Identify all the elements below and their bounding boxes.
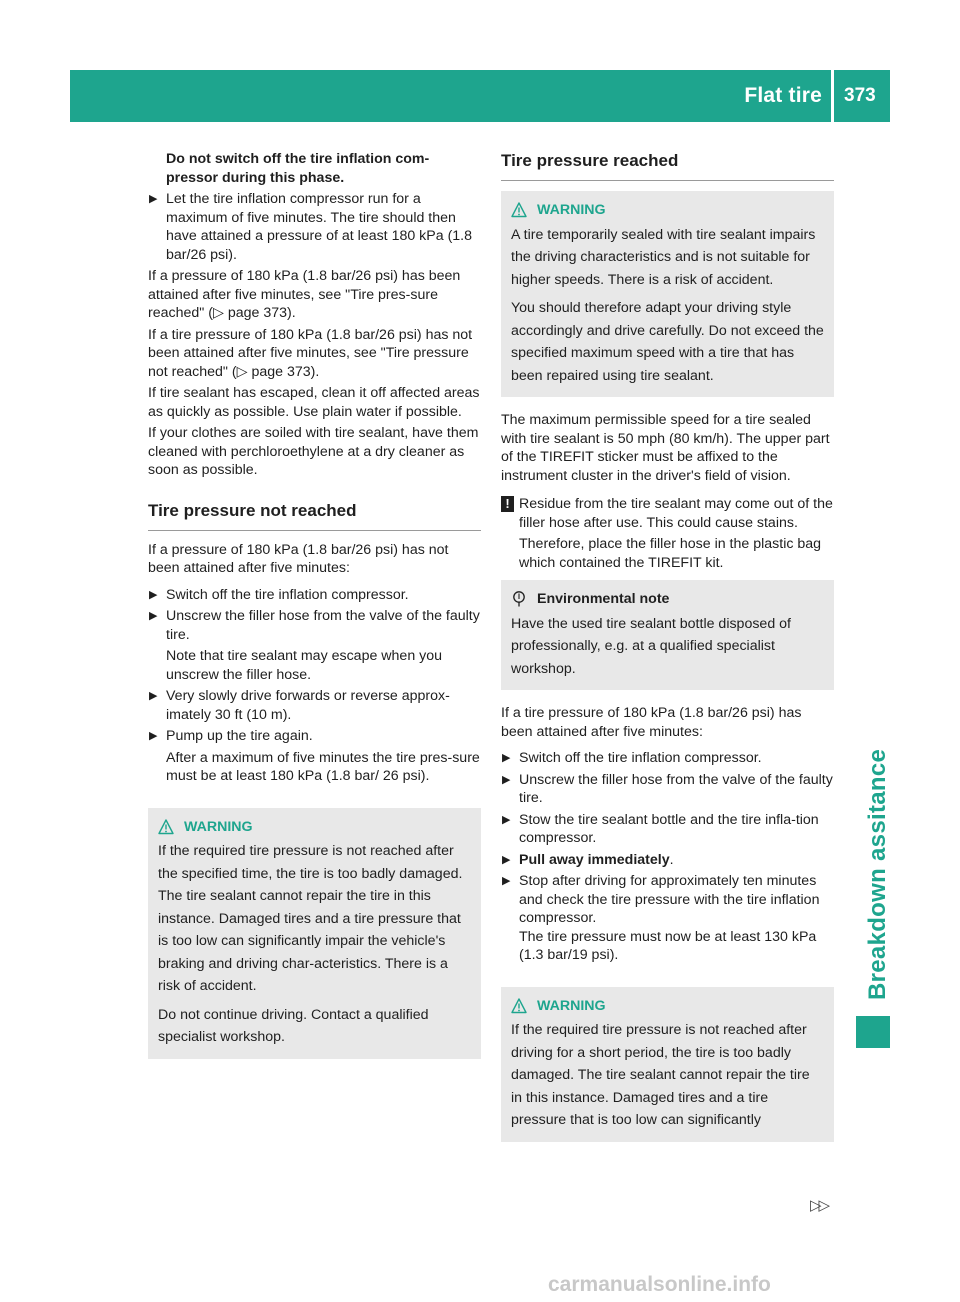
arrow-bullet-icon: ▶: [149, 690, 158, 702]
warning-text: A tire temporarily sealed with tire sealant impairs the driving characteristics and is not suitable for higher speeds. There is a risk of accident.: [511, 226, 816, 288]
list-item: [501, 749, 834, 768]
notice-text: Residue from the tire sealant may come out of the filler hose after use. This could cause stains.: [519, 496, 833, 531]
warning-header: [511, 995, 824, 1018]
list-item-text: Switch off the tire inflation compressor.: [166, 586, 409, 603]
warning-label: WARNING: [184, 818, 253, 835]
lightbulb-icon: [511, 590, 527, 608]
paragraph: If a pressure of 180 kPa (1.8 bar/26 psi) has not been attained after five minutes:: [148, 541, 449, 576]
warning-text: Do not continue driving. Contact a qualified specialist workshop.: [158, 1006, 429, 1045]
list-item: [148, 687, 481, 724]
chapter-title: Flat tire: [744, 84, 822, 107]
list-item-text: Stow the tire sealant bottle and the tire infla-tion compressor.: [519, 811, 819, 846]
arrow-bullet-icon: ▶: [149, 193, 158, 205]
environmental-note-header: [511, 588, 824, 611]
arrow-bullet-icon: ▶: [502, 752, 511, 764]
paragraph: If a tire pressure of 180 kPa (1.8 bar/26 psi) has been attained after five minutes:: [501, 705, 802, 740]
intro-bold-note: Do not switch off the tire inflation com-pressor during this phase.: [166, 151, 430, 186]
arrow-bullet-icon: ▶: [149, 610, 158, 622]
list-item: [501, 771, 834, 808]
right-column: [501, 150, 834, 1156]
arrow-bullet-icon: ▶: [149, 730, 158, 742]
list-item-text: Very slowly drive forwards or reverse approx-imately 30 ft (10 m).: [166, 688, 450, 723]
warning-box: [501, 191, 834, 397]
notice-text: Therefore, place the filler hose in the plastic bag which contained the TIREFIT kit.: [519, 536, 822, 571]
arrow-bullet-icon: ▶: [502, 853, 511, 866]
warning-triangle-icon: [158, 819, 174, 835]
side-tab-block: [856, 1016, 890, 1048]
warning-text: You should therefore adapt your driving style accordingly and drive carefully. Do not exceed the specified maximum speed with a tire that has been repaired using tire sealant.: [511, 300, 824, 384]
list-item-text: Unscrew the filler hose from the valve of the faulty tire.: [519, 771, 833, 806]
list-item: [148, 586, 481, 605]
header-divider: [831, 70, 834, 122]
environmental-note-text: Have the used tire sealant bottle disposed of professionally, e.g. at a qualified specialist workshop.: [511, 615, 791, 677]
paragraph: If tire sealant has escaped, clean it off affected areas as quickly as possible. Use plain water if possible.: [148, 385, 480, 420]
warning-triangle-icon: [511, 998, 527, 1014]
section-title: Tire pressure reached: [501, 150, 834, 181]
page-number: 373: [844, 85, 876, 106]
list-item: [501, 872, 834, 965]
continue-arrow-icon: ▷▷: [810, 1197, 828, 1214]
warning-label: WARNING: [537, 997, 606, 1014]
left-column: [148, 150, 481, 1073]
arrow-bullet-icon: ▶: [149, 588, 158, 601]
list-item-text: Switch off the tire inflation compressor.: [519, 750, 762, 766]
list-item: [148, 607, 481, 684]
arrow-bullet-icon: ▶: [502, 875, 511, 887]
warning-box: [501, 987, 834, 1142]
warning-text: If the required tire pressure is not reached after driving for a short period, the tire is too badly damaged. The tire sealant cannot repair the tire in this instance. Damaged tires and a tire pressure that is too low can significantly: [511, 1022, 810, 1128]
paragraph: If a tire pressure of 180 kPa (1.8 bar/26 psi) has not been attained after five minutes, see "Tire pressure not reached" (▷ page 373).: [148, 326, 473, 380]
exclamation-icon: !: [501, 496, 514, 512]
notice-block: [501, 495, 834, 572]
list-item-note: The tire pressure must now be at least 130 kPa (1.3 bar/19 psi).: [519, 928, 817, 963]
list-item-text: Pull away immediately: [519, 851, 670, 868]
list-item: [148, 190, 481, 264]
list-item-suffix: .: [669, 851, 674, 868]
paragraph: If your clothes are soiled with tire sealant, have them cleaned with perchloroethylene at a dry cleaner as soon as possible.: [148, 425, 479, 478]
arrow-bullet-icon: ▶: [502, 773, 511, 786]
warning-text: If the required tire pressure is not reached after the specified time, the tire is too badly damaged. The tire sealant cannot repair the tire in this instance. Damaged tires and a tire pressure that is too low can significantly impair the vehicle's braking and driving char-acteristics. There is a risk of accident.: [158, 843, 463, 994]
list-item-note: Note that tire sealant may escape when you unscrew the filler hose.: [166, 648, 443, 683]
warning-box: [148, 808, 481, 1059]
list-item-text: Pump up the tire again.: [166, 728, 313, 744]
paragraph: If a pressure of 180 kPa (1.8 bar/26 psi) has been attained after five minutes, see "Tire pres-sure reached" (▷ page 373).: [148, 268, 461, 321]
list-item-text: Unscrew the filler hose from the valve of the faulty tire.: [166, 608, 480, 643]
warning-label: WARNING: [537, 202, 606, 218]
paragraph: The maximum permissible speed for a tire sealed with tire sealant is 50 mph (80 km/h). The upper part of the TIREFIT sticker must be affixed to the instrument cluster in the driver's field of vision.: [501, 412, 830, 484]
arrow-bullet-icon: ▶: [502, 813, 511, 826]
section-side-tab: Breakdown assitance: [864, 748, 891, 1000]
list-item: [501, 851, 834, 870]
warning-header: [511, 199, 824, 222]
watermark: carmanualsonline.info: [548, 1273, 771, 1296]
list-item: [501, 811, 834, 848]
environmental-note-label: Environmental note: [537, 591, 670, 607]
list-item-text: Stop after driving for approximately ten minutes and check the tire pressure with the tire inflation compressor.: [519, 873, 820, 926]
warning-triangle-icon: [511, 202, 527, 218]
environmental-note-box: [501, 580, 834, 690]
warning-header: [158, 816, 471, 839]
list-item-text: Let the tire inflation compressor run for a maximum of five minutes. The tire should then have attained a pressure of at least 180 kPa (1.8 bar/26 psi).: [166, 191, 473, 263]
list-item: [148, 727, 481, 786]
list-item-note: After a maximum of five minutes the tire pres-sure must be at least 180 kPa (1.8 bar/ 26 psi).: [166, 749, 480, 784]
section-title: Tire pressure not reached: [148, 500, 481, 531]
